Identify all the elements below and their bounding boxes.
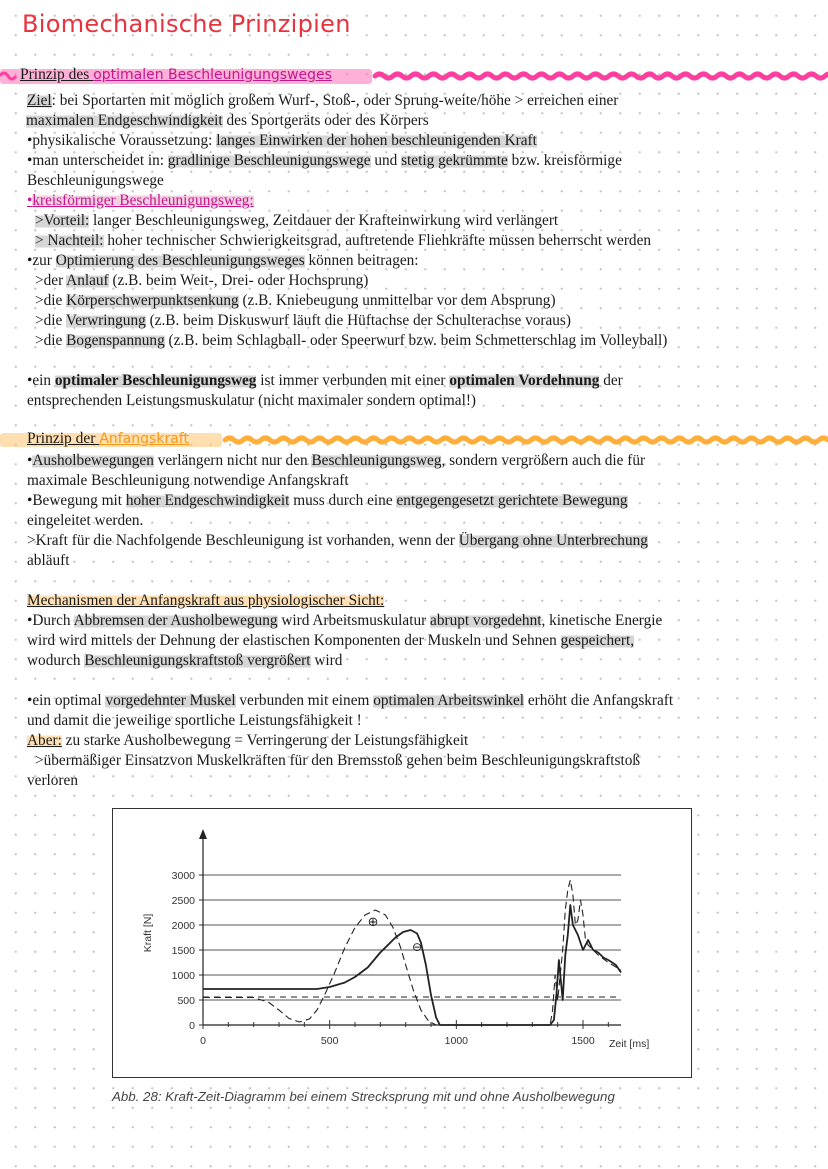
x-tick-label: 500 [320, 1035, 339, 1047]
x-axis-label: Zeit [ms] [609, 1038, 650, 1050]
y-tick-label: 500 [177, 995, 195, 1007]
annotation-plus: ⊕ [367, 915, 379, 930]
section-prefix: Prinzip des [20, 66, 94, 83]
annotation-minus: ⊖ [412, 940, 423, 954]
y-tick-label: 0 [189, 1020, 195, 1032]
section-header-beschleunigungsweg [0, 63, 828, 89]
chart-svg [113, 809, 691, 1077]
section1-body: Ziel: bei Sportarten mit möglich großem Wurf-, Stoß-, oder Sprung-weite/höhe > erreichen einer maximalen Endgeschwindigkeit des Sportgeräts oder des Körpers •physikalische Voraussetzung: langes Einwirken der hohen beschleunigenden Kraft •man unterscheidet in: gradlinige Beschleunigungswege und stetig gekrümmte bzw. kreisförmige Beschleunigungswege •kreisförmiger Beschleunigungsweg: >Vorteil: langer Beschleunigungsweg, Zeitdauer der Krafteinwirkung wird verlängert > Nachteil: hoher technischer Schwierigkeitsgrad, auftretende Fliehkräfte müssen beherrscht werden •zur Optimierung des Beschleunigungsweges können beitragen: >der Anlauf (z.B. beim Weit-, Drei- oder Hochsprung) >die Körperschwerpunktsenkung (z.B. Kniebeugung unmittelbar vor dem Absprung) >die Verwringung (z.B. beim Diskuswurf läuft die Hüftachse der Schulterachse voraus) >die Bogenspannung (z.B. beim Schlagball- oder Speerwurf bzw. beim Schmetterschlag im Volleyball) •ein optimaler Beschleunigungsweg ist immer verbunden mit einer optimalen Vordehnung der entsprechenden Leistungsmuskulatur (nicht maximaler sondern optimal!) [26, 92, 668, 409]
y-tick-label: 1000 [171, 970, 195, 982]
kraft-zeit-chart [112, 808, 692, 1078]
series-line [203, 905, 621, 1025]
y-tick-label: 2000 [171, 920, 195, 932]
ziel-label: Ziel [27, 92, 52, 109]
y-axis-label: Kraft [N] [142, 913, 154, 953]
x-tick-label: 1500 [571, 1035, 595, 1047]
section-title-handwritten: Anfangskraft [99, 431, 189, 447]
section-title-handwritten: optimalen Beschleunigungsweges [93, 67, 332, 83]
x-tick-label: 0 [200, 1035, 206, 1047]
section-header-anfangskraft: Prinzip der Anfangskraft [0, 427, 828, 453]
section2-body: •Ausholbewegungen verlängern nicht nur den Beschleunigungsweg, sondern vergrößern auch die für maximale Beschleunigung notwendige Anfangskraft •Bewegung mit hoher Endgeschwindigkeit muss durch eine entgegengesetzt gerichtete Bewegung eingeleitet werden. >Kraft für die Nachfolgende Beschleunigung ist vorhanden, wenn der Übergang ohne Unterbrechung abläuft Mechanismen der Anfangskraft aus physiologischer Sicht: •Durch Abbremsen der Ausholbewegung wird Arbeitsmuskulatur abrupt vorgedehnt, kinetische Energie wird wird mittels der Dehnung der elastischen Komponenten der Muskeln und Sehnen gespeichert, wodurch Beschleunigungskraftstoß vergrößert wird •ein optimal vorgedehnter Muskel verbunden mit einem optimalen Arbeitswinkel erhöht die Anfangskraft und damit die jeweilige sportliche Leistungsfähigkeit ! Aber: zu starke Ausholbewegung = Verringerung der Leistungsfähigkeit >übermäßiger Einsatzvon Muskelkräften für den Bremsstoß gehen beim Beschleunigungskraftstoß verloren [27, 452, 674, 789]
aber-label: Aber: [27, 732, 62, 749]
page-title: Biomechanische Prinzipien [22, 10, 351, 38]
y-axis-arrow [199, 829, 207, 839]
kreisfoermig-heading: kreisförmiger Beschleunigungsweg: [32, 192, 254, 209]
mechanismen-heading: Mechanismen der Anfangskraft aus physiologischer Sicht: [27, 592, 385, 609]
y-tick-label: 3000 [171, 870, 195, 882]
x-tick-label: 1000 [444, 1035, 469, 1047]
y-tick-label: 2500 [171, 895, 195, 907]
y-tick-label: 1500 [171, 945, 195, 957]
chart-caption: Abb. 28: Kraft-Zeit-Diagramm bei einem Strecksprung mit und ohne Ausholbewegung [112, 1089, 615, 1104]
